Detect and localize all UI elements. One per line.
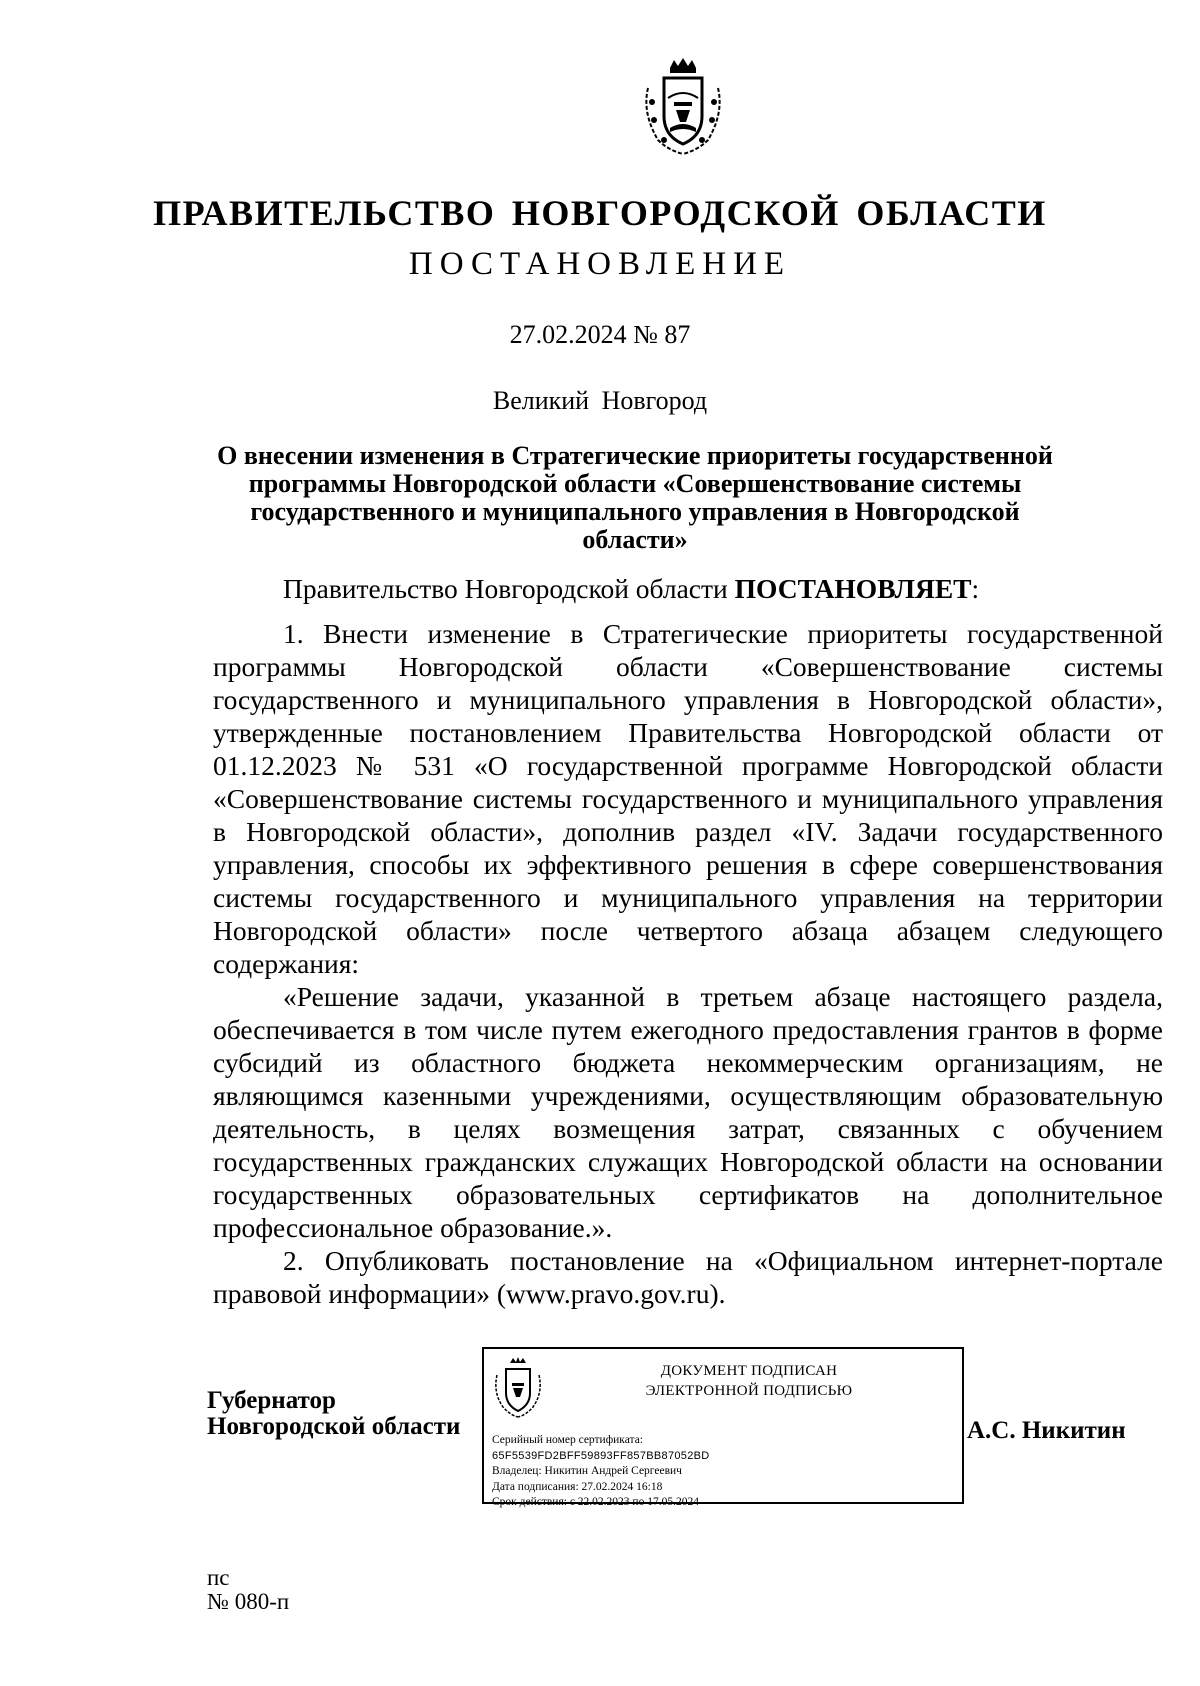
signer-title-line: Новгородской области: [207, 1413, 461, 1440]
lead-keyword: ПОСТАНОВЛЯЕТ: [734, 573, 972, 604]
certificate-owner: Владелец: Никитин Андрей Сергеевич: [492, 1465, 682, 1477]
document-subject: О внесении изменения в Стратегические приоритеты государственной программы Новгородской области «Совершенствование системы государственного и муниципального управления в Новгородской области»: [217, 441, 1053, 554]
lead-text: Правительство Новгородской области: [283, 573, 735, 604]
novgorod-coat-of-arms-icon: [640, 58, 726, 158]
signing-date: Дата подписания: 27.02.2024 16:18: [492, 1480, 663, 1493]
government-title: ПРАВИТЕЛЬСТВО НОВГОРОДСКОЙ ОБЛАСТИ: [153, 193, 1047, 233]
resolution-lead: [213, 572, 1163, 605]
signer-name: А.С. Никитин: [967, 1417, 1126, 1444]
document-code: [207, 1566, 289, 1614]
novgorod-coat-of-arms-icon: [492, 1357, 544, 1419]
certificate-serial-label: Серийный номер сертификата:: [492, 1434, 643, 1446]
paragraph-1: 1. Внести изменение в Стратегические приоритеты государственной программы Новгородской области «Совершенствование системы государственного и муниципального управления в Новгородской области», утвержденные постановлением Правительства Новгородской области от 01.12.2023 № 531 «О государственной программе Новгородской области «Совершенствование системы государственного и муниципального управления в Новгородской области», дополнив раздел «IV. Задачи государственного управления, способы их эффективного решения в сфере совершенствования системы государственного и муниципального управления на территории Новгородской области» после четвертого абзаца абзацем следующего содержания:: [213, 618, 1163, 979]
stamp-details: [492, 1433, 710, 1511]
document-code-line: пс: [207, 1565, 230, 1590]
stamp-heading: [544, 1361, 954, 1401]
signer-title: [207, 1388, 460, 1440]
certificate-serial-value: 65F5539FD2BFF59893FF857BB87052BD: [492, 1449, 710, 1462]
stamp-heading-line: ДОКУМЕНТ ПОДПИСАН: [660, 1363, 838, 1379]
paragraph-3: 2. Опубликовать постановление на «Официальном интернет-портале правовой информации» (www.pravo.gov.ru).: [213, 1245, 1163, 1309]
document-body: [213, 572, 1163, 1310]
document-date-number: 27.02.2024 № 87: [509, 320, 691, 349]
stamp-heading-line: ЭЛЕКТРОННОЙ ПОДПИСЬЮ: [645, 1383, 853, 1399]
lead-colon: :: [971, 573, 980, 604]
electronic-signature-stamp: [482, 1347, 964, 1508]
document-code-line: № 080-п: [207, 1589, 290, 1614]
signer-title-line: Губернатор: [207, 1387, 336, 1414]
paragraph-2: «Решение задачи, указанной в третьем абзаце настоящего раздела, обеспечивается в том числе путем ежегодного предоставления грантов в форме субсидий из областного бюджета некоммерческим организациям, не являющимся казенными учреждениями, осуществляющим образовательную деятельность, в целях возмещения затрат, связанных с обучением государственных гражданских служащих Новгородской области на основании государственных образовательных сертификатов на дополнительное профессиональное образование.».: [213, 981, 1163, 1243]
document-city: Великий Новгород: [492, 386, 708, 415]
certificate-validity: Срок действия: с 22.02.2023 по 17.05.2024: [492, 1496, 699, 1508]
document-type: ПОСТАНОВЛЕНИЕ: [408, 246, 792, 282]
